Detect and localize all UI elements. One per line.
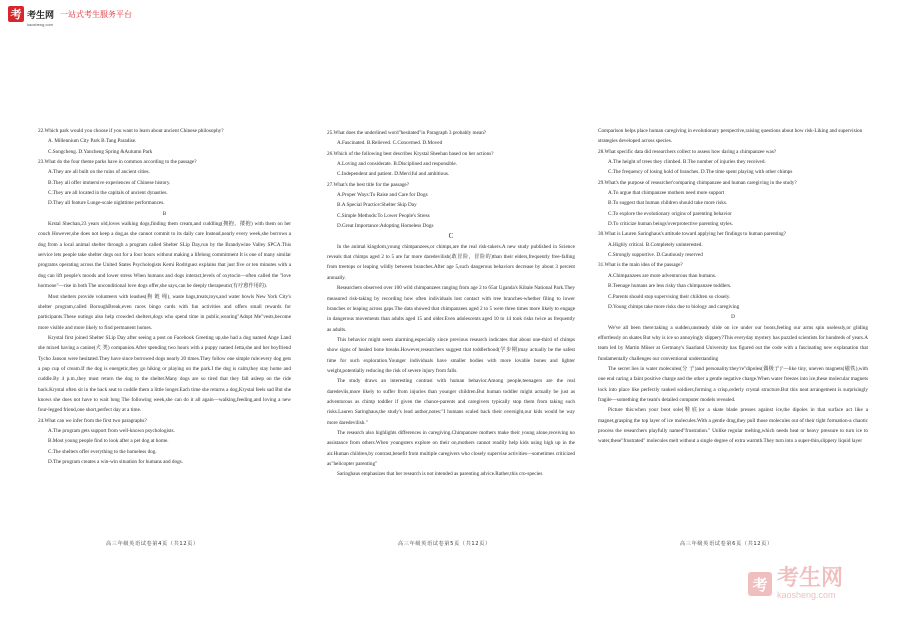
- page-4-column: [38, 126, 291, 467]
- passage-paragraph: We've all been there:taking a sudden,unsteady slide on ice under our boots,feeling our arms spin uselessly,or gliding effortlessly on skates But why is ice so annoyingly slippery?This everyday mystery has puzzled scientists for hundreds of years.A team led by Martin Müser at Germany's Saarland University has figured out the code with a fascinating new explanation that fundamentally challenges our conventional understanding: [598, 324, 868, 362]
- answer-option: A.The program gets support from well-known psychologists.: [48, 427, 175, 434]
- answer-option: A. Millennium City Park B.Tang Paradise.: [48, 138, 137, 145]
- answer-option: B.A Special Practice:Shelter Skip Day: [337, 202, 417, 209]
- passage-paragraph: Picture this:when your boot sole(鞋底)or a skate blade presses against ice,the dipoles in that surface act like a magnet,grasping the top layer of ice molecules.With a gentle drag,they pull those molecules out of their tight formation-a chaotic process the researchers playfully named"frustration." Unlike regular melting,which needs heat or heavy pressure to turn ice to water,these"frustrated" molecules melt without a single degree of extra warmth.They turn into a super-thin,slippery liquid layer: [598, 407, 868, 445]
- page-6-footer: 高三年级英语试卷第6页（共12页）: [680, 541, 773, 547]
- answer-option: A.Fascinated. B.Relieved. C.Concerned. D.Moved: [337, 140, 443, 147]
- question-stem: 27.What's the best title for the passage?: [327, 181, 410, 188]
- answer-option: A.Loving and considerate. B.Disciplined and responsible.: [337, 161, 458, 168]
- answer-option: B.Teenage humans are less risky than chimpanzee toddlers.: [608, 283, 732, 290]
- passage-paragraph: Krystal first joined Shelter SLip Day after seeing a post on Facebook Greeting up,she had a dog named Ange Land she mixed having a canine(犬 类) companion.After spending two hours with a puppy named Jetta,she and her boyfriend Tycho Janson were hesitated.They have since borrowed dogs nearly 20 times.They follow one simple rule:every dog gets a pup cup of cream.If the dog is energetic,they go hiking or playing on the park.I the dog is calm,they stay home and cuddle.By 4 p.m.,they must return the dog to the shelter.Many dogs are so tired that they fall asleep on the ride back.Krystal often sit in the back seat to cuddle them a little longer.Each time she returns a dog,Krystal feels sad But she knows she does not have to wait long The following week,she can do it all again—walking,feeding,and loving a new four-legged friend,one short,perfect day at a time.: [38, 334, 291, 414]
- passage-paragraph: The study draws an interesting contrast with human behavior.Among people,teenagers are the real daredevils,more likely to suffer from injuries than younger children.But human toddler might actually be just as adventurous as chimp toddler if given the chance-parents and caregivers typically stop them from taking such risks.Lauren Saringhaus,the study's lead author,notes:"I humans scaled back their oversight,our kids would be way more daredevilish.": [327, 378, 575, 426]
- page-6-column: [598, 126, 868, 447]
- answer-option: C.To explore the evolutionary origins of parenting behavior: [608, 210, 732, 217]
- answer-option: A.Chimpanzees are more adventurous than humans.: [608, 272, 717, 279]
- question-stem: 23.What do the four theme parks have in common according to the passage?: [38, 159, 197, 166]
- section-label: B: [162, 210, 167, 217]
- question-stem: 29.What's the purpose of researcher'comparing chimpanzee and human caregiving in the study?: [598, 179, 797, 186]
- answer-option: D.The program creates a win-win situation for humans and dogs.: [48, 459, 183, 465]
- logo-slogan: 一站式考生服务平台: [60, 10, 133, 19]
- brand-logo: [8, 6, 132, 27]
- passage-paragraph: Saringhaus emphasizes that her research is not intended as parenting advice.Rather,this cro-species: [337, 471, 543, 478]
- answer-option: C.They are all located in the capitals of ancient dynasties.: [48, 190, 168, 197]
- passage-paragraph: Most shelters provide volunteers with leashes(狗 链 绳), waste bags,treats,toys,and water bowls New York City's shelter program,called BoroughBreak,even races bingo cards with fun activities and offers small rewards for participants.These outings also help crowded shelters,dogs who spend time in public,wearing"Adopt Me"vests,become more visible and more likely to find permanent homes.: [38, 293, 291, 331]
- passage-paragraph: The secret lies in water molecules(分 子)and personality:they're"dipoles(偶极子)"—like tiny, uneven magnets(磁铁),with one end caring a faint positive charge and the other a gentle negative charge.When water freezes into ice,these molecular magnets lock into place like perfectly ranked soldiers,forming a crisp,orderly crystal structure.But this neat arrangement is surprisingly fragile—something the team's detailed computer models revealed.: [598, 365, 868, 403]
- passage-paragraph: This behavior might seem alarming,especially since previous research indicates that about one-third of chimps show signs of healed bone breaks.However,researchers suggest that toddlerhood(学步期)may actually be the safest time for such exploration.Younger individuals have smaller bodies with more lovable bones and lighter weight,potentially reducing the risk of severe injury from falls.: [327, 336, 575, 374]
- answer-option: D.Great Importance:Adopting Homeless Dogs: [337, 223, 434, 230]
- watermark-text: [777, 568, 843, 600]
- answer-option: A.To argue that chimpanzee mothers need more support: [608, 190, 725, 197]
- watermark-mark-icon: 考: [748, 572, 772, 596]
- page-5-footer: 高三年级英语试卷第5页（共12页）: [398, 541, 491, 547]
- answer-option: A.They are all built on the ruins of ancient cities.: [48, 169, 150, 176]
- answer-option: C.Songcheng. D.Yancheng Spring &Autumn Park: [48, 148, 153, 155]
- answer-option: D.To criticize human beings'overprotective parenting styles.: [608, 221, 733, 228]
- passage-paragraph: Krstal Shechan,23 years old,loves walking dogs,finding them cream,and cuddling(拥抱，搂抱) with them on her couch However,she does not keep a dog,as she cannot commit to its daily care Instead,nearly every week,she borrows a dog from a local animal shelter through a program called Shelter SLip Day,run by the Brandywine Valley SPCA.This service lets people take shelter dogs out for a four hours without making a lifelong commitment It is one of many similar programs operating across the United States Psychologists Kemi Rodriguez explains that just five or ten minutes with a dog can lift people's moods and lower stress When humans and dogs interact,levels of oxytocin—often called the "love hormone"—rise in both The unconditional love dogs offer,she says,can be deeply therapeutic(有疗愈作用的).: [38, 221, 291, 290]
- answer-option: B.Most young people find to look after a pet dog at home.: [48, 438, 169, 445]
- question-stem: 25.What does the underlined word"hesitated"in Paragraph 3 probably mean?: [327, 130, 487, 136]
- passage-paragraph: In the animal kingdom,young chimpanzees,or chimps,are the real risk-takers.A new study published in Science reveals that chimps aged 2 to 5 are far more daredevilish(敢冒险，冒险的)than their elders,frequently free-falling from treetops or leaping wildly between branches.After age 5,such dangerous behaviors decrease by about 3 percent annually.: [327, 243, 575, 281]
- section-label: C: [448, 232, 454, 241]
- passage-paragraph: The research also highlights differences in caregiving.Chimpanzee mothers make their young alone,receiving no assistance from others.When youngsters explore on their on,mothers cannot readily help kids using high up in the air.Human children,by contrast,benefit from multiple caregivers who closely supervise activities—sometimes criticized as"helicopter parenting": [327, 429, 575, 467]
- passage-paragraph: Researchers observed over 100 wild chimpanzees ranging from age 2 to 65at Uganda's Kibale National Park.They measured risk-taking by recording how often individuals lost contact with tree branches-whether filing to lower branches or leaping across gaps.The data showed that chimpanzees aged 2 to 5 were three times more likely to engage in dangerous movements than adults aged 15 and older.Even adolescents aged 10 to 14 took risks twice as frequently as adults.: [327, 285, 575, 333]
- passage-paragraph: Comparison helps place human caregiving in evolutionary perspective,raising questions about how risk-Liking and supervision strategies developed across species.: [598, 128, 863, 145]
- question-stem: 24.What can we infer from the first two paragraphs?: [38, 417, 147, 424]
- answer-option: C.Strongly supportive. D.Cautiously reserved: [608, 252, 703, 259]
- question-stem: 28.What specific data did researchers collect to assess how daring a chimpanzee was?: [598, 148, 777, 155]
- logo-url: kaosheng.com: [27, 22, 54, 27]
- question-stem: 22.Which park would you choose if you want to learn about ancient Chinese philosophy?: [38, 128, 224, 134]
- answer-option: C.Independent and patient. D.Merciful and ambitious.: [337, 171, 450, 178]
- answer-option: A.The height of trees they climbed. B.The number of injuries they received.: [608, 159, 766, 166]
- question-stem: 31.What is the main idea of the passage?: [598, 262, 683, 269]
- answer-option: B.They all offer immersive experiences of Chinese history.: [48, 179, 171, 186]
- answer-option: D.They all feature Lunge-scale nighttime performances.: [48, 200, 165, 207]
- answer-option: A.Proper Ways:To Raise and Care for Dogs: [337, 192, 428, 199]
- question-stem: 26.Which of the following best describes Krystal Sheehan based on her actions?: [327, 150, 494, 157]
- watermark-logo: [748, 568, 843, 600]
- answer-option: A.Highly critical. B.Completely uninterested.: [608, 241, 703, 248]
- question-stem: 30.What is Lauren Saringhaus's attitude toward applying her findings to human parenting?: [598, 231, 786, 238]
- answer-option: B.To suggest that human children should take more risks.: [608, 200, 728, 207]
- answer-option: C.The frequency of losing hold of branches. D.The time spent playing with other chimps: [608, 169, 793, 176]
- answer-option: D.Young chimps take more risks due to biology and caregiving: [608, 303, 740, 310]
- page-5-column: [327, 128, 575, 480]
- answer-option: C.Simple Methods:To Lower People's Stress: [337, 212, 430, 219]
- watermark-name: 考生网: [777, 566, 844, 591]
- logo-mark-icon: 考: [8, 6, 24, 22]
- answer-option: C.Parents should stop supervising their children so closely.: [608, 293, 731, 300]
- page-4-footer: 高三年级英语试卷第4页（共12页）: [106, 541, 199, 547]
- logo-name: 考生网: [27, 11, 55, 21]
- answer-option: C.The shelters offer everything to the homeless dog.: [48, 448, 157, 455]
- watermark-url: kaosheng.com: [777, 590, 836, 600]
- section-label: D: [731, 314, 735, 321]
- logo-text: [27, 6, 54, 27]
